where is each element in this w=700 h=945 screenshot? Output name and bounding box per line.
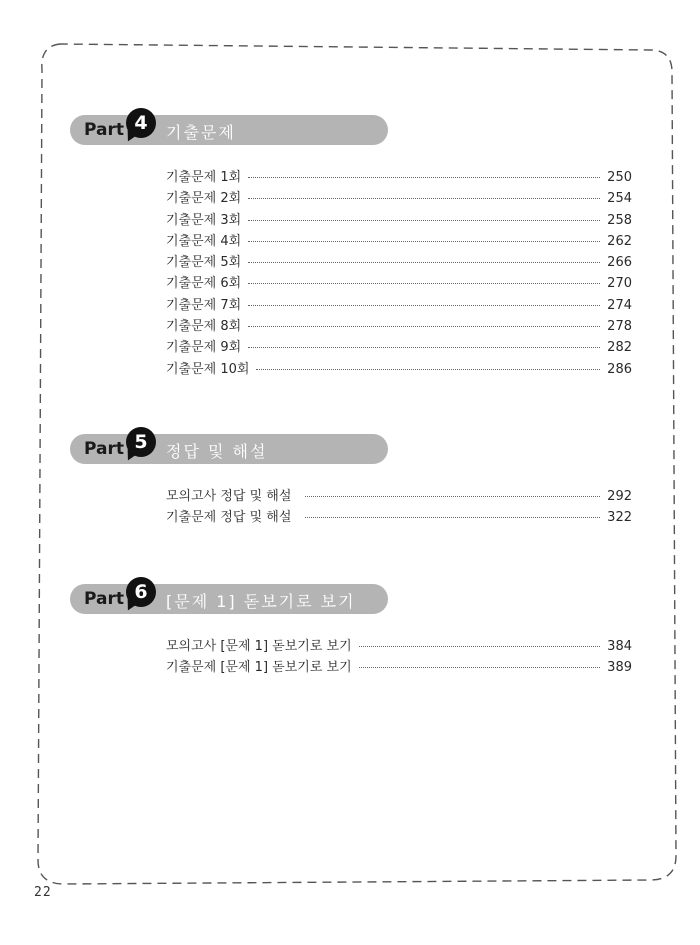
part-number-bubble: 4	[126, 108, 156, 138]
part-label: Part	[84, 120, 124, 140]
toc-entry-label: 기출문제 4회	[166, 233, 242, 249]
part-4-header	[70, 112, 390, 146]
toc-entry-page: 292	[607, 489, 632, 504]
dot-leader	[248, 262, 600, 263]
toc-entry-page: 274	[607, 297, 632, 313]
toc-entry-label: 기출문제 1회	[166, 170, 242, 185]
toc-entry[interactable]	[166, 209, 632, 230]
toc-entry[interactable]	[166, 506, 632, 527]
part-6-toc	[166, 635, 632, 678]
dot-leader	[248, 177, 600, 178]
dot-leader	[248, 283, 600, 284]
toc-entry-label: 기출문제 정답 및 해설	[166, 510, 292, 526]
dot-leader	[248, 220, 600, 221]
dot-leader	[256, 369, 600, 370]
toc-entry-page: 286	[607, 361, 632, 377]
toc-entry-page: 282	[607, 340, 632, 356]
part-title: 기출문제	[166, 123, 236, 142]
toc-entry-page: 322	[607, 510, 632, 526]
dot-leader	[248, 347, 600, 348]
toc-entry[interactable]	[166, 187, 632, 208]
toc-entry-label: 모의고사 [문제 1] 돋보기로 보기	[166, 639, 352, 654]
toc-entry-page: 384	[607, 639, 632, 654]
toc-entry-page: 266	[607, 255, 632, 271]
toc-entry-page: 270	[607, 276, 632, 292]
toc-entry-page: 262	[607, 233, 632, 249]
part-4-toc	[166, 166, 632, 379]
dot-leader	[305, 496, 600, 497]
dot-leader	[248, 241, 600, 242]
part-6-header	[70, 581, 390, 615]
toc-entry[interactable]	[166, 336, 632, 357]
toc-entry-label: 기출문제 [문제 1] 돋보기로 보기	[166, 660, 352, 676]
toc-entry-page: 278	[607, 319, 632, 335]
toc-entry[interactable]	[166, 272, 632, 293]
part-title: [문제 1] 돋보기로 보기	[166, 592, 356, 611]
dot-leader	[248, 305, 600, 306]
dot-leader	[248, 326, 600, 327]
toc-entry[interactable]	[166, 166, 632, 187]
part-5-toc	[166, 485, 632, 528]
toc-entry[interactable]	[166, 294, 632, 315]
toc-entry[interactable]	[166, 358, 632, 379]
toc-entry-label: 기출문제 6회	[166, 276, 242, 292]
part-title: 정답 및 해설	[166, 442, 268, 461]
toc-entry-label: 기출문제 2회	[166, 191, 242, 207]
toc-entry-label: 기출문제 7회	[166, 297, 242, 313]
part-label: Part	[84, 439, 124, 459]
toc-entry[interactable]	[166, 485, 632, 506]
dot-leader	[359, 667, 601, 668]
dot-leader	[305, 517, 600, 518]
toc-entry-label: 모의고사 정답 및 해설	[166, 489, 292, 504]
toc-entry[interactable]	[166, 656, 632, 677]
toc-entry-page: 389	[607, 660, 632, 676]
toc-entry-label: 기출문제 9회	[166, 340, 242, 356]
toc-entry-label: 기출문제 8회	[166, 319, 242, 335]
toc-entry-label: 기출문제 5회	[166, 255, 242, 271]
dot-leader	[248, 198, 600, 199]
toc-entry[interactable]	[166, 315, 632, 336]
page-number: 22	[34, 885, 52, 900]
toc-entry-page: 258	[607, 212, 632, 228]
toc-entry-page: 254	[607, 191, 632, 207]
toc-entry[interactable]	[166, 230, 632, 251]
part-5-header	[70, 431, 390, 465]
toc-entry-page: 250	[607, 170, 632, 185]
part-label: Part	[84, 589, 124, 609]
part-number-bubble: 5	[126, 427, 156, 457]
toc-entry[interactable]	[166, 635, 632, 656]
toc-entry-label: 기출문제 10회	[166, 361, 250, 377]
toc-entry-label: 기출문제 3회	[166, 212, 242, 228]
part-number-bubble: 6	[126, 577, 156, 607]
toc-entry[interactable]	[166, 251, 632, 272]
dot-leader	[359, 646, 601, 647]
